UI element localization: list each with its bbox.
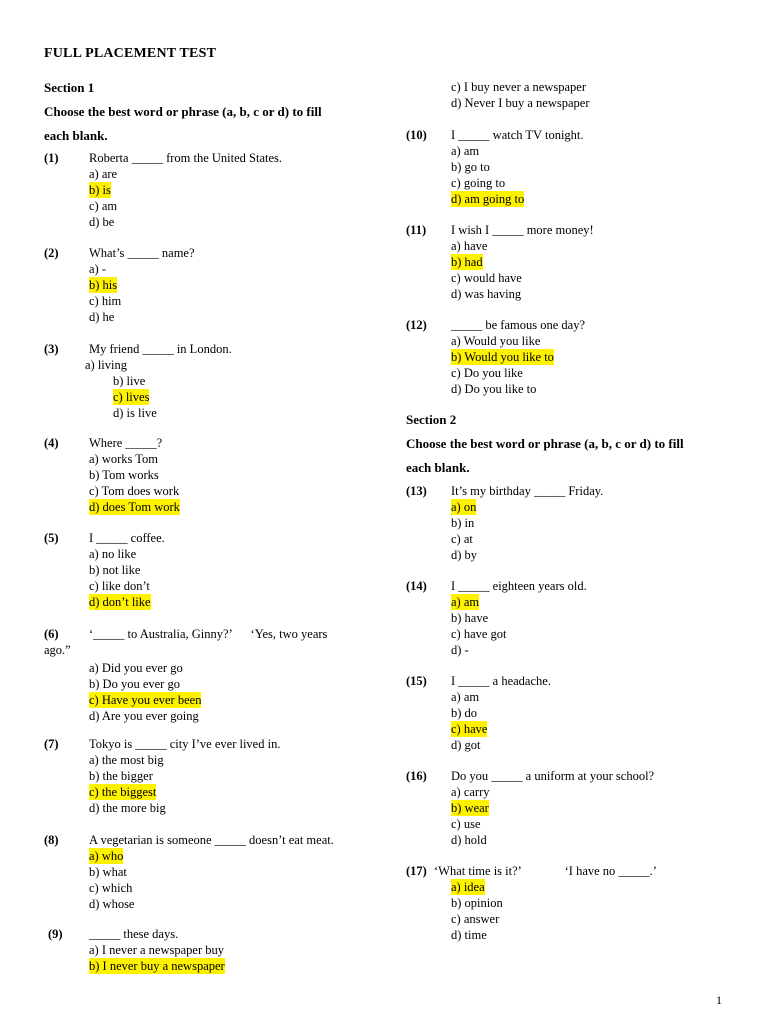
question-stem: Tokyo is _____ city I’ve ever lived in.: [89, 737, 281, 751]
question-stem: _____ these days.: [89, 927, 179, 941]
option-b[interactable]: b) the bigger: [89, 769, 153, 783]
question-14: [406, 578, 746, 658]
question-stem: I _____ eighteen years old.: [451, 579, 587, 593]
option-a[interactable]: a) are: [89, 167, 118, 181]
section1-instruction-line2: each blank.: [44, 128, 108, 143]
option-a[interactable]: a) the most big: [89, 753, 164, 767]
question-stem: ‘_____ to Australia, Ginny?’ ‘Yes, two years: [89, 627, 328, 641]
option-a[interactable]: a) living: [85, 358, 128, 372]
question-stem-continued: ago.”: [44, 643, 71, 657]
option-d-selected[interactable]: d) does Tom work: [89, 500, 180, 514]
option-a[interactable]: a) -: [89, 262, 106, 276]
option-c[interactable]: c) answer: [451, 912, 500, 926]
option-d[interactable]: d) the more big: [89, 801, 166, 815]
question-9-continued: [406, 79, 746, 111]
option-a-selected[interactable]: a) on: [451, 500, 477, 514]
question-number: (12): [406, 318, 427, 332]
question-stem: I _____ coffee.: [89, 531, 165, 545]
question-number: (4): [44, 436, 59, 450]
option-d[interactable]: d) Never I buy a newspaper: [451, 96, 590, 110]
option-c[interactable]: c) use: [451, 817, 481, 831]
option-b[interactable]: b) have: [451, 611, 489, 625]
option-d[interactable]: d) Do you like to: [451, 382, 537, 396]
section1-label: Section 1: [44, 80, 95, 95]
option-c[interactable]: c) like don’t: [89, 579, 150, 593]
option-c[interactable]: c) Do you like: [451, 366, 523, 380]
option-b-selected[interactable]: b) wear: [451, 801, 489, 815]
option-b[interactable]: b) Do you ever go: [89, 677, 180, 691]
question-9: [44, 926, 384, 974]
question-number: (17): [406, 864, 427, 878]
question-stem: Do you _____ a uniform at your school?: [451, 769, 655, 783]
option-b-selected[interactable]: b) Would you like to: [451, 350, 554, 364]
option-b-selected[interactable]: b) I never buy a newspaper: [89, 959, 225, 973]
question-number: (8): [44, 833, 59, 847]
question-11: [406, 222, 746, 302]
section1-instruction-line1: Choose the best word or phrase (a, b, c or d) to fill: [44, 104, 322, 119]
question-12: [406, 317, 746, 397]
question-stem: _____ be famous one day?: [451, 318, 585, 332]
option-a[interactable]: a) carry: [451, 785, 490, 799]
question-5: [44, 530, 384, 610]
option-d[interactable]: d) by: [451, 548, 478, 562]
option-a-selected[interactable]: a) idea: [451, 880, 485, 894]
question-10: [406, 127, 746, 207]
option-c-selected[interactable]: c) Have you ever been: [89, 693, 202, 707]
option-d[interactable]: d) was having: [451, 287, 522, 301]
option-b[interactable]: b) in: [451, 516, 475, 530]
question-stem: ‘What time is it?’ ‘I have no _____.’: [434, 864, 657, 878]
section2-instruction-line1: Choose the best word or phrase (a, b, c or d) to fill: [406, 436, 684, 451]
option-b[interactable]: b) not like: [89, 563, 141, 577]
question-stem: What’s _____ name?: [89, 246, 195, 260]
question-number: (2): [44, 246, 59, 260]
question-stem: I _____ watch TV tonight.: [451, 128, 584, 142]
option-a[interactable]: a) have: [451, 239, 488, 253]
option-d[interactable]: d) is live: [113, 406, 157, 420]
option-a[interactable]: a) am: [451, 690, 480, 704]
section1-header: [44, 76, 384, 148]
option-d[interactable]: d) -: [451, 643, 469, 657]
option-c[interactable]: c) which: [89, 881, 133, 895]
option-a-selected[interactable]: a) who: [89, 849, 124, 863]
question-number: (3): [44, 342, 59, 356]
question-16: [406, 768, 746, 848]
option-d-selected[interactable]: d) don’t like: [89, 595, 151, 609]
question-17: [406, 863, 746, 943]
question-stem: My friend _____ in London.: [89, 342, 232, 356]
option-c[interactable]: c) am: [89, 199, 118, 213]
option-b[interactable]: b) live: [113, 374, 146, 388]
question-number: (14): [406, 579, 427, 593]
question-15: [406, 673, 746, 753]
option-d[interactable]: d) be: [89, 215, 115, 229]
option-d-selected[interactable]: d) am going to: [451, 192, 525, 206]
question-7: [44, 736, 384, 816]
question-8: [44, 832, 384, 912]
option-c[interactable]: c) would have: [451, 271, 522, 285]
question-13: [406, 483, 746, 563]
question-stem: I _____ a headache.: [451, 674, 551, 688]
option-a[interactable]: a) I never a newspaper buy: [89, 943, 225, 957]
test-title: FULL PLACEMENT TEST: [44, 46, 217, 61]
option-b[interactable]: b) Tom works: [89, 468, 159, 482]
option-b[interactable]: b) go to: [451, 160, 490, 174]
option-d[interactable]: d) whose: [89, 897, 135, 911]
option-c-selected[interactable]: c) the biggest: [89, 785, 157, 799]
question-number: (11): [406, 223, 427, 237]
option-c[interactable]: c) have got: [451, 627, 507, 641]
option-a[interactable]: a) Would you like: [451, 334, 541, 348]
option-d[interactable]: d) he: [89, 310, 115, 324]
option-b[interactable]: b) opinion: [451, 896, 503, 910]
option-d[interactable]: d) Are you ever going: [89, 709, 199, 723]
option-c[interactable]: c) I buy never a newspaper: [451, 80, 587, 94]
option-c-selected[interactable]: c) have: [451, 722, 488, 736]
option-c[interactable]: c) him: [89, 294, 122, 308]
question-4: [44, 435, 384, 515]
option-b-selected[interactable]: b) had: [451, 255, 483, 269]
question-number: (7): [44, 737, 59, 751]
question-2: [44, 245, 384, 325]
option-d[interactable]: d) got: [451, 738, 481, 752]
question-3: [44, 341, 384, 421]
option-b-selected[interactable]: b) is: [89, 183, 111, 197]
question-number: (16): [406, 769, 427, 783]
question-stem: It’s my birthday _____ Friday.: [451, 484, 604, 498]
question-stem: Roberta _____ from the United States.: [89, 151, 283, 165]
question-number: (5): [44, 531, 59, 545]
question-stem: Where _____?: [89, 436, 163, 450]
section2-instruction-line2: each blank.: [406, 460, 470, 475]
question-number: (10): [406, 128, 427, 142]
option-a[interactable]: a) no like: [89, 547, 137, 561]
option-a[interactable]: a) am: [451, 144, 480, 158]
section2-label: Section 2: [406, 412, 457, 427]
option-a[interactable]: a) Did you ever go: [89, 661, 183, 675]
option-d[interactable]: d) time: [451, 928, 487, 942]
page-number: 1: [716, 993, 722, 1007]
option-c[interactable]: c) going to: [451, 176, 506, 190]
option-c-selected[interactable]: c) lives: [113, 390, 150, 404]
option-a-selected[interactable]: a) am: [451, 595, 480, 609]
question-number: (13): [406, 484, 427, 498]
option-d[interactable]: d) hold: [451, 833, 487, 847]
question-number: (1): [44, 151, 59, 165]
question-number: (6): [44, 627, 59, 641]
option-b-selected[interactable]: b) his: [89, 278, 118, 292]
question-number: (15): [406, 674, 427, 688]
section2-header: [406, 408, 746, 480]
option-b[interactable]: b) what: [89, 865, 127, 879]
question-1: [44, 150, 384, 230]
option-c[interactable]: c) Tom does work: [89, 484, 180, 498]
question-number: (9): [48, 927, 63, 941]
question-stem: I wish I _____ more money!: [451, 223, 594, 237]
option-c[interactable]: c) at: [451, 532, 473, 546]
option-a[interactable]: a) works Tom: [89, 452, 159, 466]
question-6: [44, 626, 384, 724]
question-stem: A vegetarian is someone _____ doesn’t eat meat.: [89, 833, 334, 847]
option-b[interactable]: b) do: [451, 706, 478, 720]
